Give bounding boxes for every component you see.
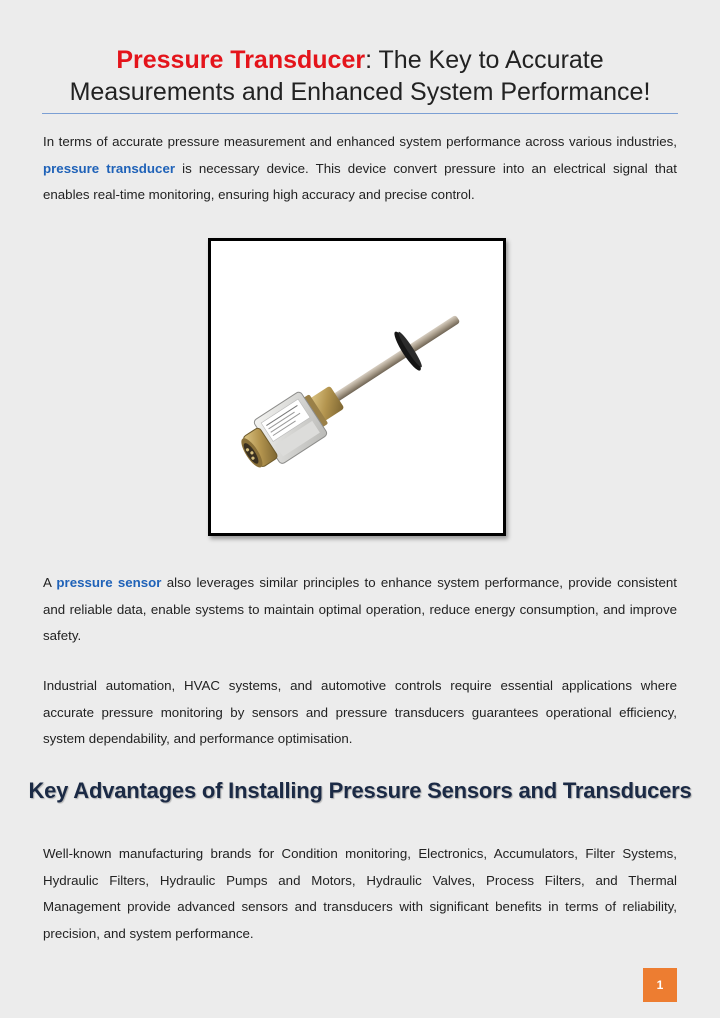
page-title	[40, 44, 680, 108]
applications-paragraph: Industrial automation, HVAC systems, and automotive controls require essential applications where accurate pressure monitoring by sensors and pressure transducers guarantees operational efficiency, system dependability, and performance optimisation.	[43, 678, 677, 746]
pressure-transducer-link[interactable]: pressure transducer	[43, 160, 176, 176]
title-underline	[42, 113, 678, 114]
pressure-sensor-link[interactable]: pressure sensor	[56, 575, 162, 590]
title-rest: : The Key to Accurate Measurements and Enhanced System Performance!	[69, 46, 651, 106]
brands-paragraph: Well-known manufacturing brands for Condition monitoring, Electronics, Accumulators, Filter Systems, Hydraulic Filters, Hydraulic Pumps and Motors, Hydraulic Valves, Process Filters, and Thermal Management provide advanced sensors and transducers with significant benefits in terms of reliability, precision, and system performance.	[43, 846, 677, 941]
title-accent: Pressure Transducer	[116, 46, 366, 74]
intro-paragraph	[43, 129, 677, 209]
sensor-text-after: also leverages similar principles to enhance system performance, provide consistent and reliable data, enable systems to maintain optimal operation, reduce energy consumption, and improve safety.	[43, 575, 677, 643]
sensor-text-before: A	[43, 575, 57, 590]
intro-text-after: is necessary device. This device convert pressure into an electrical signal that enables real-time monitoring, ensuring high accuracy and precise control.	[43, 160, 678, 202]
pressure-sensor-paragraph	[43, 570, 677, 650]
intro-text-before: In terms of accurate pressure measurement and enhanced system performance across various industries,	[43, 134, 677, 149]
page-number-badge: 1	[643, 968, 677, 1002]
pressure-transducer-photo	[211, 241, 503, 533]
section-heading: Key Advantages of Installing Pressure Sensors and Transducers	[28, 778, 692, 803]
product-image	[208, 238, 506, 536]
